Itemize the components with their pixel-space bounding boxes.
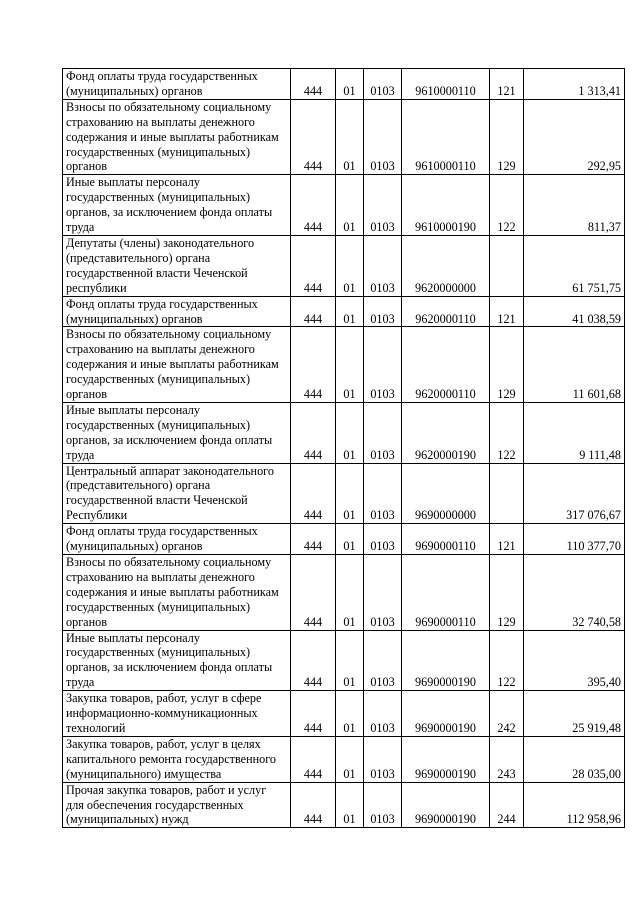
expense-type-code-cell: 129 [490,99,524,175]
subsection-code-cell: 0103 [364,327,402,403]
subsection-code-cell: 0103 [364,69,402,100]
target-article-code-cell: 9620000190 [402,402,490,463]
item-name-cell: Взносы по обязательному социальному страхованию на выплаты денежного содержания и иные выплаты работникам государственных (муниципальных) органов [63,327,291,403]
amount-cell: 9 111,48 [524,402,625,463]
department-code-cell: 444 [291,630,336,691]
section-code-cell: 01 [336,630,364,691]
target-article-code-cell: 9620000000 [402,235,490,296]
table-row [63,782,625,828]
department-code-cell: 444 [291,555,336,631]
expense-type-code-cell: 121 [490,524,524,555]
expense-type-code-cell: 121 [490,296,524,327]
subsection-code-cell: 0103 [364,555,402,631]
target-article-code-cell: 9690000190 [402,736,490,782]
table-row [63,463,625,524]
expense-type-code-cell: 122 [490,402,524,463]
subsection-code-cell: 0103 [364,524,402,555]
section-code-cell: 01 [336,782,364,828]
expense-type-code-cell: 242 [490,691,524,737]
department-code-cell: 444 [291,235,336,296]
item-name-cell: Закупка товаров, работ, услуг в сфере информационно-коммуникационных технологий [63,691,291,737]
target-article-code-cell: 9620000110 [402,296,490,327]
section-code-cell: 01 [336,175,364,236]
section-code-cell: 01 [336,691,364,737]
expense-type-code-cell: 129 [490,327,524,403]
table-body [63,69,625,828]
table-row [63,691,625,737]
item-name-cell: Прочая закупка товаров, работ и услуг для обеспечения государственных (муниципальных) нужд [63,782,291,828]
amount-cell: 25 919,48 [524,691,625,737]
subsection-code-cell: 0103 [364,235,402,296]
item-name-cell: Иные выплаты персоналу государственных (муниципальных) органов, за исключением фонда оплаты труда [63,175,291,236]
table-row [63,555,625,631]
section-code-cell: 01 [336,524,364,555]
item-name-cell: Депутаты (члены) законодательного (представительного) органа государственной власти Чеченской республики [63,235,291,296]
target-article-code-cell: 9690000110 [402,555,490,631]
subsection-code-cell: 0103 [364,736,402,782]
item-name-cell: Иные выплаты персоналу государственных (муниципальных) органов, за исключением фонда оплаты труда [63,402,291,463]
amount-cell: 61 751,75 [524,235,625,296]
subsection-code-cell: 0103 [364,691,402,737]
amount-cell: 41 038,59 [524,296,625,327]
target-article-code-cell: 9610000110 [402,99,490,175]
section-code-cell: 01 [336,463,364,524]
expense-type-code-cell: 121 [490,69,524,100]
section-code-cell: 01 [336,296,364,327]
expense-type-code-cell [490,463,524,524]
department-code-cell: 444 [291,99,336,175]
table-row [63,175,625,236]
subsection-code-cell: 0103 [364,99,402,175]
table-row [63,69,625,100]
amount-cell: 112 958,96 [524,782,625,828]
section-code-cell: 01 [336,69,364,100]
section-code-cell: 01 [336,555,364,631]
section-code-cell: 01 [336,235,364,296]
department-code-cell: 444 [291,402,336,463]
target-article-code-cell: 9690000190 [402,691,490,737]
expense-type-code-cell: 244 [490,782,524,828]
amount-cell: 28 035,00 [524,736,625,782]
amount-cell: 1 313,41 [524,69,625,100]
department-code-cell: 444 [291,296,336,327]
expense-type-code-cell: 122 [490,175,524,236]
department-code-cell: 444 [291,327,336,403]
department-code-cell: 444 [291,736,336,782]
amount-cell: 395,40 [524,630,625,691]
department-code-cell: 444 [291,691,336,737]
department-code-cell: 444 [291,69,336,100]
amount-cell: 32 740,58 [524,555,625,631]
section-code-cell: 01 [336,402,364,463]
table-row [63,235,625,296]
section-code-cell: 01 [336,327,364,403]
target-article-code-cell: 9620000110 [402,327,490,403]
subsection-code-cell: 0103 [364,463,402,524]
table-row [63,630,625,691]
amount-cell: 292,95 [524,99,625,175]
target-article-code-cell: 9610000110 [402,69,490,100]
subsection-code-cell: 0103 [364,175,402,236]
table-row [63,296,625,327]
department-code-cell: 444 [291,524,336,555]
item-name-cell: Иные выплаты персоналу государственных (муниципальных) органов, за исключением фонда оплаты труда [63,630,291,691]
item-name-cell: Фонд оплаты труда государственных (муниципальных) органов [63,69,291,100]
expense-type-code-cell [490,235,524,296]
subsection-code-cell: 0103 [364,296,402,327]
table-row [63,524,625,555]
item-name-cell: Взносы по обязательному социальному страхованию на выплаты денежного содержания и иные выплаты работникам государственных (муниципальных) органов [63,99,291,175]
amount-cell: 110 377,70 [524,524,625,555]
item-name-cell: Взносы по обязательному социальному страхованию на выплаты денежного содержания и иные выплаты работникам государственных (муниципальных) органов [63,555,291,631]
item-name-cell: Фонд оплаты труда государственных (муниципальных) органов [63,524,291,555]
department-code-cell: 444 [291,463,336,524]
table-row [63,327,625,403]
section-code-cell: 01 [336,736,364,782]
target-article-code-cell: 9690000190 [402,630,490,691]
amount-cell: 811,37 [524,175,625,236]
item-name-cell: Центральный аппарат законодательного (представительного) органа государственной власти Чеченской Республики [63,463,291,524]
expense-type-code-cell: 122 [490,630,524,691]
subsection-code-cell: 0103 [364,402,402,463]
subsection-code-cell: 0103 [364,630,402,691]
subsection-code-cell: 0103 [364,782,402,828]
target-article-code-cell: 9690000110 [402,524,490,555]
department-code-cell: 444 [291,782,336,828]
expense-type-code-cell: 243 [490,736,524,782]
target-article-code-cell: 9690000000 [402,463,490,524]
department-code-cell: 444 [291,175,336,236]
budget-table [62,68,625,828]
table-row [63,736,625,782]
target-article-code-cell: 9610000190 [402,175,490,236]
item-name-cell: Фонд оплаты труда государственных (муниципальных) органов [63,296,291,327]
expense-type-code-cell: 129 [490,555,524,631]
target-article-code-cell: 9690000190 [402,782,490,828]
section-code-cell: 01 [336,99,364,175]
amount-cell: 11 601,68 [524,327,625,403]
item-name-cell: Закупка товаров, работ, услуг в целях капитального ремонта государственного (муниципального) имущества [63,736,291,782]
amount-cell: 317 076,67 [524,463,625,524]
table-row [63,99,625,175]
table-row [63,402,625,463]
